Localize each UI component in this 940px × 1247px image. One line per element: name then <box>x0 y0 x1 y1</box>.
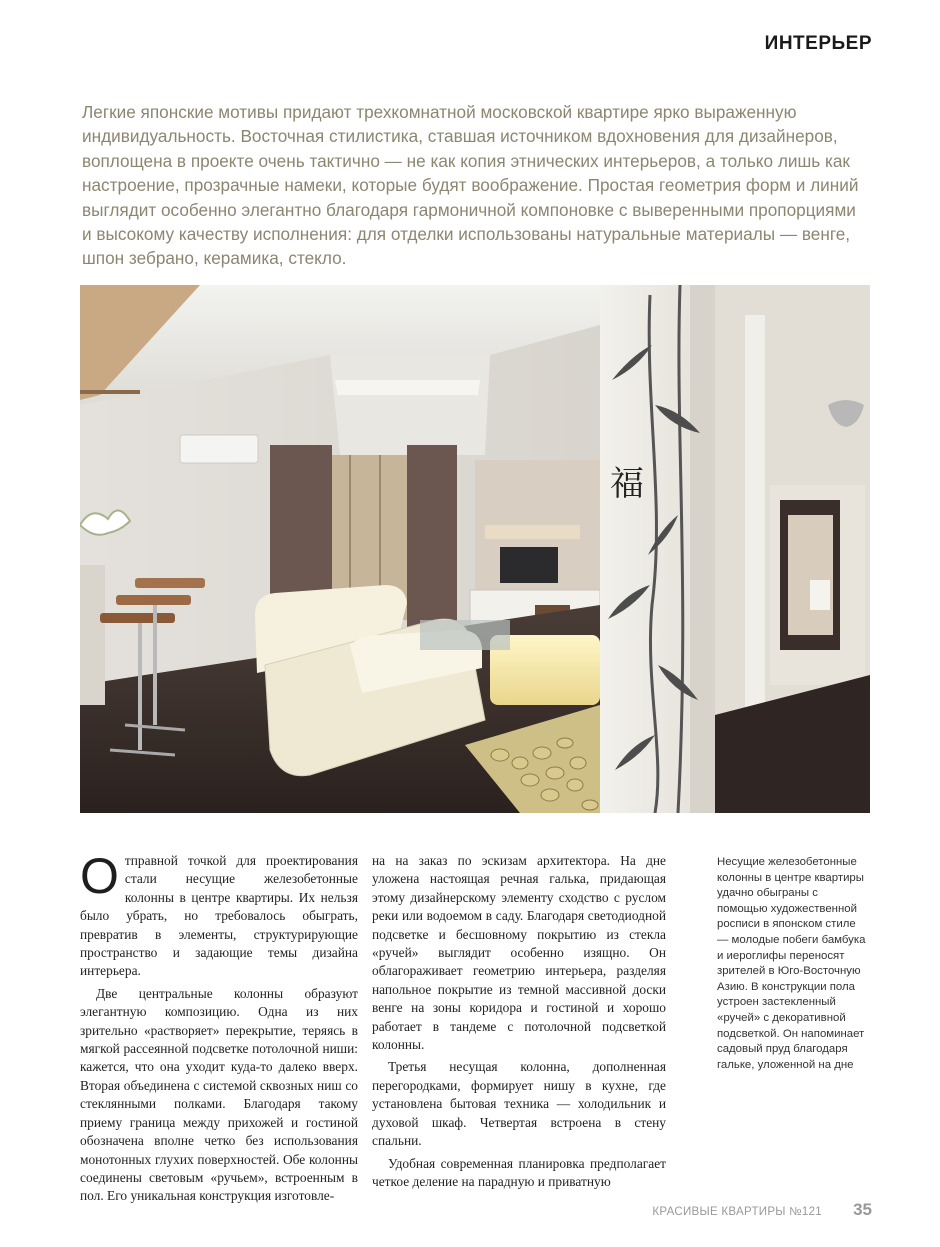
section-title: ИНТЕРЬЕР <box>764 33 872 54</box>
paragraph-5: Удобная современная планировка предполагает четкое деление на парадную и приватную <box>372 1155 666 1189</box>
lead-paragraph: Легкие японские мотивы придают трехкомнатной московской квартире ярко выраженную индивидуальность. Восточная стилистика, ставшая источником вдохновения для дизайнеров, воплощена в проекте очень тактично — не как копия этнических интерьеров, а только лишь как настроение, прозрачные намеки, которые будят воображение. Простая геометрия форм и линий выглядит особенно элегантно благодаря гармоничной компоновке с выверенными пропорциями и высокому качеству исполнения: для отделки использованы натуральные материалы — венге, шпон зебрано, керамика, стекло. <box>82 102 859 269</box>
paragraph-2: Две центральные колонны образуют элегантную композицию. Одна из них зрительно «растворяет» перекрытие, теряясь в мягкой рассеянной подсветке потолочной ниши: кажется, что она уходит куда-то далеко вверх. Вторая объединена с системой сквозных ниш со стеклянными полками. Благодаря такому приему граница между прихожей и гостиной обозначена вполне четко без использования монотонных глухих поверхностей. Обе колонны соединены световым «ручьем», встроенным в пол. Его уникальная конструкция изготовле- <box>80 985 358 1204</box>
page-number: 35 <box>853 1200 872 1219</box>
photo-caption: Несущие железобетонные колонны в центре квартиры удачно обыграны с помощью художественной росписи в японском стиле — молодые побеги бамбука и иероглифы переносят зрителей в Юго-Восточную Азию. В конструкции пола устроен застекленный «ручей» с декоративной подсветкой. Он напоминает садовый пруд благодаря гальке, уложенной на дне <box>717 856 866 1071</box>
paragraph-1: Отправной точкой для проектирования стали несущие железобетонные колонны в центре квартиры. Их нельзя было убрать, но требовалось обыграть, превратив в элементы, структурирующие пространство и задающие темы дизайна интерьера. <box>80 848 358 979</box>
paragraph-4: Третья несущая колонна, дополненная перегородками, формирует нишу в кухне, где установлена бытовая техника — холодильник и духовой шкаф. Четвертая встроена в стену спальни. <box>372 1059 666 1149</box>
drop-cap: О <box>80 848 119 904</box>
hieroglyph-text: 福 <box>610 464 644 504</box>
magazine-name: КРАСИВЫЕ КВАРТИРЫ №121 <box>652 1206 822 1218</box>
text-column-2 <box>372 852 666 1195</box>
paragraph-3: на на заказ по эскизам архитектора. На дне уложена настоящая речная галька, придающая этому дизайнерскому элементу сходство с руслом реки или водоемом в саду. Благодаря светодиодной подсветке и бесшовному покрытию из стекла «ручей» выглядит особенно изящно. Он облагораживает геометрию интерьера, разделяя напольное покрытие из темной массивной доски венге на зоны коридора и гостиной и хорошо работает в тандеме с потолочной подсветкой колонны. <box>372 853 666 1053</box>
interior-photo <box>80 285 870 813</box>
text-column-1 <box>80 848 358 1210</box>
